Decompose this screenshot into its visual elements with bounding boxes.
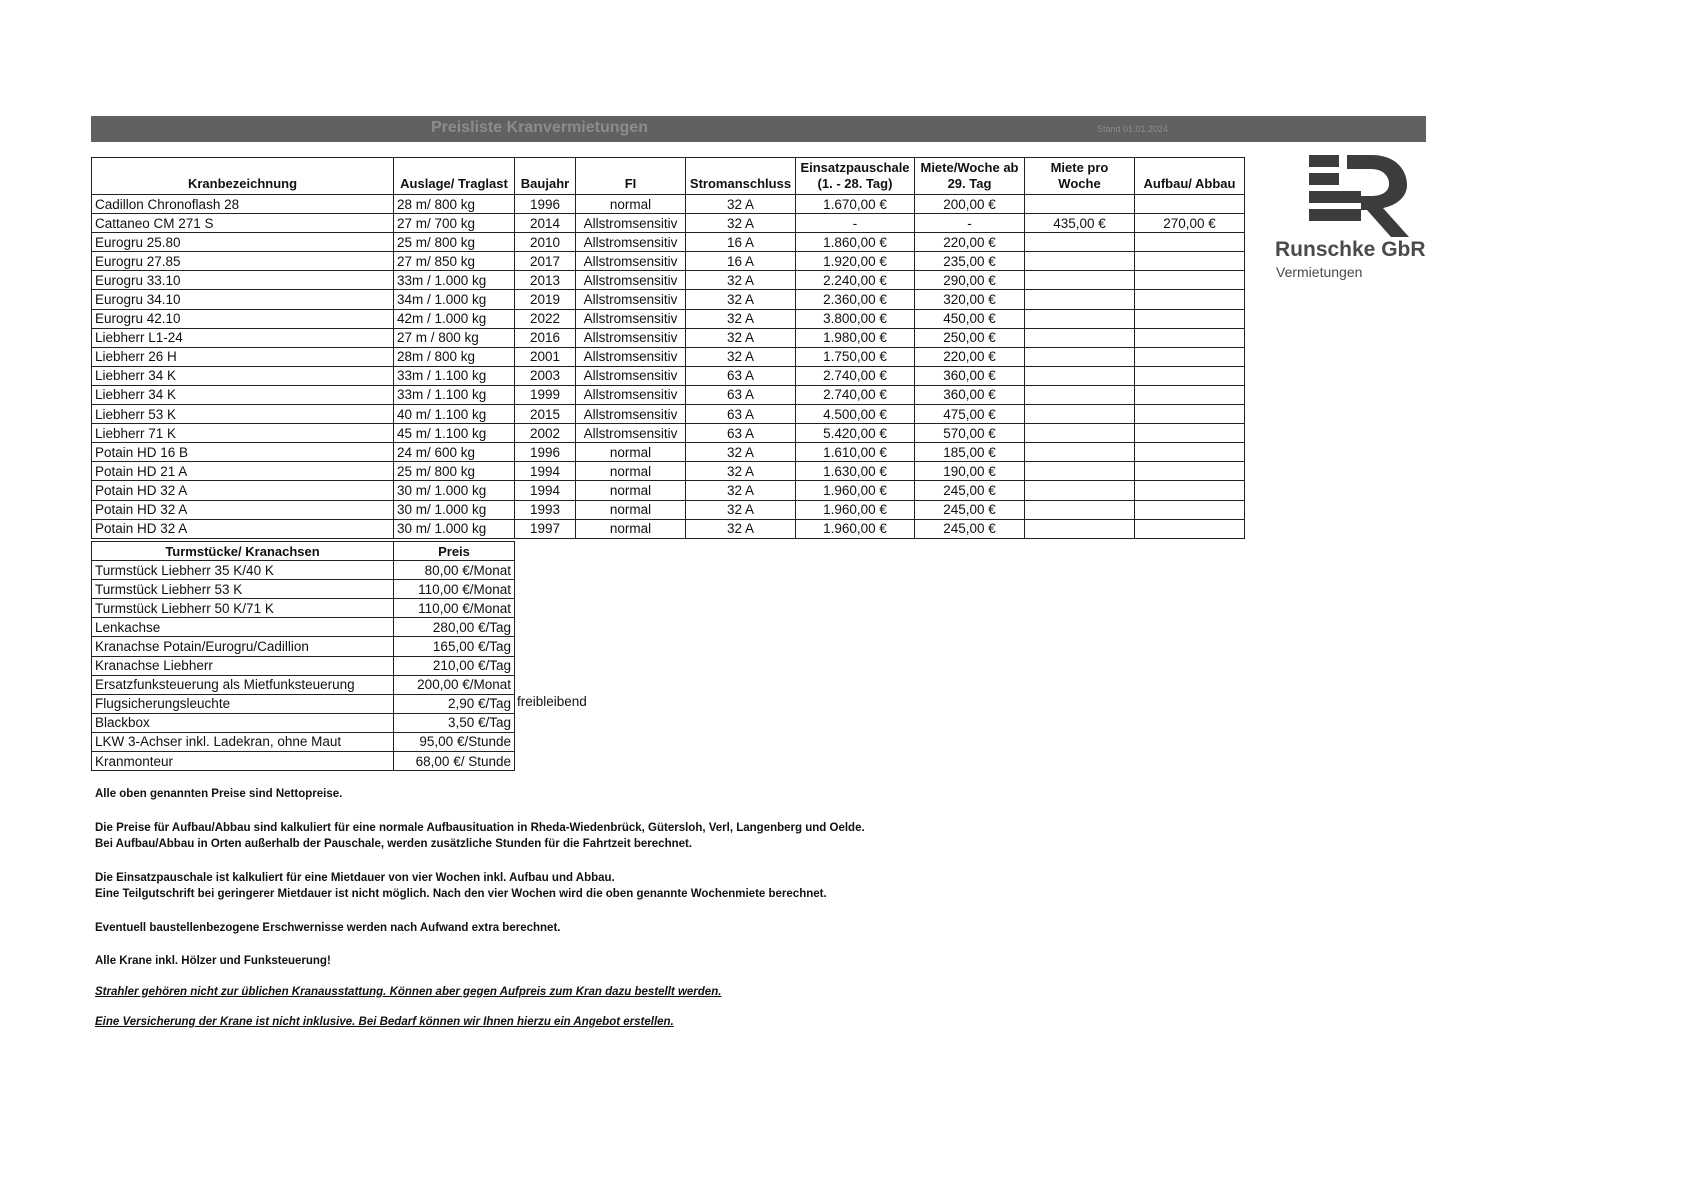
table-cell: Allstromsensitiv xyxy=(576,424,686,443)
table-cell: 32 A xyxy=(686,195,796,214)
table-row xyxy=(92,195,1245,214)
table-cell xyxy=(1135,290,1245,309)
item-name: Turmstück Liebherr 50 K/71 K xyxy=(92,599,394,618)
table-cell xyxy=(1025,347,1135,366)
item-price: 95,00 €/Stunde xyxy=(394,732,515,751)
accessories-header-row xyxy=(92,542,515,561)
table-cell: Potain HD 32 A xyxy=(92,481,394,500)
table-cell xyxy=(1135,309,1245,328)
table-cell: Liebherr 71 K xyxy=(92,424,394,443)
table-header-row xyxy=(92,158,1245,195)
note-netto: Alle oben genannten Preise sind Nettopreise. xyxy=(95,788,343,800)
table-cell: 16 A xyxy=(686,233,796,252)
table-row xyxy=(92,424,1245,443)
table-cell: Allstromsensitiv xyxy=(576,233,686,252)
table-cell: 245,00 € xyxy=(915,500,1025,519)
table-cell: 2022 xyxy=(515,309,576,328)
table-row xyxy=(92,347,1245,366)
column-header: Preis xyxy=(394,542,515,561)
table-cell: Allstromsensitiv xyxy=(576,271,686,290)
table-cell: Allstromsensitiv xyxy=(576,309,686,328)
table-cell: 2003 xyxy=(515,366,576,385)
table-cell xyxy=(1135,424,1245,443)
table-cell xyxy=(1025,385,1135,404)
table-cell: 235,00 € xyxy=(915,252,1025,271)
table-cell: 190,00 € xyxy=(915,462,1025,481)
item-name: Flugsicherungsleuchte xyxy=(92,694,394,713)
table-cell: 25 m/ 800 kg xyxy=(394,462,515,481)
table-cell: 1.960,00 € xyxy=(796,481,915,500)
note-strahler: Strahler gehören nicht zur üblichen Kranausstattung. Können aber gegen Aufpreis zum Kran dazu bestellt werden. xyxy=(95,985,722,998)
table-cell: 2.360,00 € xyxy=(796,290,915,309)
table-cell: 32 A xyxy=(686,328,796,347)
table-cell: 1.960,00 € xyxy=(796,500,915,519)
item-name: Kranachse Liebherr xyxy=(92,656,394,675)
company-logo xyxy=(1274,155,1454,237)
table-cell: 2002 xyxy=(515,424,576,443)
item-price: 110,00 €/Monat xyxy=(394,599,515,618)
table-row xyxy=(92,462,1245,481)
table-cell: Liebherr 26 H xyxy=(92,347,394,366)
list-item xyxy=(92,618,515,637)
table-cell: 63 A xyxy=(686,405,796,424)
item-name: Turmstück Liebherr 35 K/40 K xyxy=(92,561,394,580)
table-cell: 450,00 € xyxy=(915,309,1025,328)
table-cell: 1997 xyxy=(515,519,576,538)
stand-date: Stand 01.01.2024 xyxy=(1097,124,1169,134)
table-cell xyxy=(1025,271,1135,290)
item-price: 165,00 €/Tag xyxy=(394,637,515,656)
table-cell: 2016 xyxy=(515,328,576,347)
table-cell: 63 A xyxy=(686,424,796,443)
column-header: Aufbau/ Abbau xyxy=(1135,158,1245,195)
table-cell xyxy=(1135,347,1245,366)
item-price: 210,00 €/Tag xyxy=(394,656,515,675)
table-cell: 32 A xyxy=(686,500,796,519)
table-cell xyxy=(1025,290,1135,309)
table-cell: 1994 xyxy=(515,481,576,500)
table-cell: 1.670,00 € xyxy=(796,195,915,214)
table-cell: 32 A xyxy=(686,309,796,328)
table-cell xyxy=(1135,328,1245,347)
item-name: Ersatzfunksteuerung als Mietfunksteuerung xyxy=(92,675,394,694)
table-cell: normal xyxy=(576,519,686,538)
table-cell: 5.420,00 € xyxy=(796,424,915,443)
table-cell: 1.980,00 € xyxy=(796,328,915,347)
list-item xyxy=(92,713,515,732)
table-cell: 32 A xyxy=(686,271,796,290)
table-cell xyxy=(1135,233,1245,252)
table-cell: 27 m/ 850 kg xyxy=(394,252,515,271)
table-cell: Potain HD 32 A xyxy=(92,500,394,519)
table-cell: 245,00 € xyxy=(915,519,1025,538)
table-cell: 1996 xyxy=(515,195,576,214)
item-name: Blackbox xyxy=(92,713,394,732)
table-cell: 475,00 € xyxy=(915,405,1025,424)
table-cell: 320,00 € xyxy=(915,290,1025,309)
table-cell: 1.860,00 € xyxy=(796,233,915,252)
table-cell: normal xyxy=(576,500,686,519)
table-cell: 16 A xyxy=(686,252,796,271)
item-price: 80,00 €/Monat xyxy=(394,561,515,580)
table-cell: 32 A xyxy=(686,347,796,366)
table-cell: normal xyxy=(576,195,686,214)
table-cell xyxy=(1135,385,1245,404)
table-cell: 2010 xyxy=(515,233,576,252)
table-cell: 32 A xyxy=(686,214,796,233)
table-cell: 32 A xyxy=(686,519,796,538)
table-cell: 1999 xyxy=(515,385,576,404)
table-cell: Allstromsensitiv xyxy=(576,252,686,271)
table-cell: 42m / 1.000 kg xyxy=(394,309,515,328)
table-cell xyxy=(1025,424,1135,443)
item-price: 200,00 €/Monat xyxy=(394,675,515,694)
table-cell xyxy=(1025,405,1135,424)
table-cell: 24 m/ 600 kg xyxy=(394,443,515,462)
notes-section xyxy=(95,786,865,1031)
table-cell xyxy=(1135,481,1245,500)
table-cell: - xyxy=(796,214,915,233)
table-row xyxy=(92,309,1245,328)
list-item xyxy=(92,580,515,599)
table-cell: 1996 xyxy=(515,443,576,462)
table-cell: Allstromsensitiv xyxy=(576,366,686,385)
accessories-table xyxy=(91,541,515,771)
table-cell xyxy=(1135,405,1245,424)
table-cell xyxy=(1135,252,1245,271)
table-row xyxy=(92,443,1245,462)
table-cell xyxy=(1135,462,1245,481)
table-cell: Potain HD 32 A xyxy=(92,519,394,538)
table-cell: 32 A xyxy=(686,462,796,481)
column-header: Kranbezeichnung xyxy=(92,158,394,195)
table-cell: Eurogru 33.10 xyxy=(92,271,394,290)
table-cell: 2017 xyxy=(515,252,576,271)
list-item xyxy=(92,675,515,694)
list-item xyxy=(92,752,515,771)
table-cell: Eurogru 34.10 xyxy=(92,290,394,309)
table-cell xyxy=(1025,309,1135,328)
table-cell: normal xyxy=(576,462,686,481)
table-cell xyxy=(1025,233,1135,252)
table-cell: 200,00 € xyxy=(915,195,1025,214)
table-cell xyxy=(1025,443,1135,462)
table-cell: 2014 xyxy=(515,214,576,233)
table-cell: Cadillon Chronoflash 28 xyxy=(92,195,394,214)
logo-subtitle: Vermietungen xyxy=(1276,264,1363,280)
note-erschwernisse: Eventuell baustellenbezogene Erschwernisse werden nach Aufwand extra berechnet. xyxy=(95,921,561,934)
table-cell: 1.630,00 € xyxy=(796,462,915,481)
note-aufbau-1: Die Preise für Aufbau/Abbau sind kalkuliert für eine normale Aufbausituation in Rheda-Wiedenbrück, Gütersloh, Verl, Langenberg und Oelde. xyxy=(95,821,865,834)
column-header: Turmstücke/ Kranachsen xyxy=(92,542,394,561)
list-item xyxy=(92,694,515,713)
table-row xyxy=(92,500,1245,519)
table-cell: Allstromsensitiv xyxy=(576,347,686,366)
table-cell: normal xyxy=(576,481,686,500)
item-name: Turmstück Liebherr 53 K xyxy=(92,580,394,599)
table-cell xyxy=(1135,500,1245,519)
table-cell: 2013 xyxy=(515,271,576,290)
note-einsatz-2: Eine Teilgutschrift bei geringerer Mietdauer ist nicht möglich. Nach den vier Wochen wird die oben genannte Wochenmiete berechnet. xyxy=(95,888,827,900)
table-cell: Allstromsensitiv xyxy=(576,328,686,347)
table-cell: 570,00 € xyxy=(915,424,1025,443)
table-cell: 25 m/ 800 kg xyxy=(394,233,515,252)
item-price: 68,00 €/ Stunde xyxy=(394,752,515,771)
table-cell xyxy=(1025,481,1135,500)
table-row xyxy=(92,233,1245,252)
title-bar xyxy=(91,116,1426,142)
table-cell xyxy=(1135,366,1245,385)
note-aufbau-2: Bei Aufbau/Abbau in Orten außerhalb der Pauschale, werden zusätzliche Stunden für die Fahrtzeit berechnet. xyxy=(95,838,693,850)
table-cell: - xyxy=(915,214,1025,233)
list-item xyxy=(92,637,515,656)
table-cell: 32 A xyxy=(686,290,796,309)
table-cell: 360,00 € xyxy=(915,366,1025,385)
table-row xyxy=(92,290,1245,309)
list-item xyxy=(92,732,515,751)
list-item xyxy=(92,656,515,675)
table-cell: 290,00 € xyxy=(915,271,1025,290)
table-cell xyxy=(1025,462,1135,481)
column-header: FI xyxy=(576,158,686,195)
table-row xyxy=(92,366,1245,385)
table-cell: 1.610,00 € xyxy=(796,443,915,462)
table-cell: 33m / 1.100 kg xyxy=(394,385,515,404)
table-cell xyxy=(1025,519,1135,538)
table-cell: Allstromsensitiv xyxy=(576,385,686,404)
table-cell: 28m / 800 kg xyxy=(394,347,515,366)
note-einsatz-1: Die Einsatzpauschale ist kalkuliert für eine Mietdauer von vier Wochen inkl. Aufbau und Abbau. xyxy=(95,871,615,884)
table-cell: 33m / 1.100 kg xyxy=(394,366,515,385)
table-cell xyxy=(1025,195,1135,214)
column-header: Stromanschluss xyxy=(686,158,796,195)
table-cell: 63 A xyxy=(686,385,796,404)
logo-company-name: Runschke GbR xyxy=(1275,238,1426,261)
list-item xyxy=(92,561,515,580)
item-price: 2,90 €/Tag xyxy=(394,694,515,713)
table-cell: 245,00 € xyxy=(915,481,1025,500)
table-cell xyxy=(1135,443,1245,462)
table-cell: 3.800,00 € xyxy=(796,309,915,328)
table-cell: 250,00 € xyxy=(915,328,1025,347)
table-cell xyxy=(1025,366,1135,385)
table-cell: 63 A xyxy=(686,366,796,385)
table-cell: 27 m/ 700 kg xyxy=(394,214,515,233)
table-cell xyxy=(1025,500,1135,519)
table-cell: 33m / 1.000 kg xyxy=(394,271,515,290)
table-cell xyxy=(1025,328,1135,347)
item-price: 3,50 €/Tag xyxy=(394,713,515,732)
table-cell: 185,00 € xyxy=(915,443,1025,462)
item-name: Kranmonteur xyxy=(92,752,394,771)
table-cell: Eurogru 42.10 xyxy=(92,309,394,328)
table-cell: Cattaneo CM 271 S xyxy=(92,214,394,233)
table-cell: normal xyxy=(576,443,686,462)
table-cell xyxy=(1135,195,1245,214)
column-header: Einsatzpauschale (1. - 28. Tag) xyxy=(796,158,915,195)
table-cell: 4.500,00 € xyxy=(796,405,915,424)
table-cell: Allstromsensitiv xyxy=(576,290,686,309)
table-cell: 27 m / 800 kg xyxy=(394,328,515,347)
table-cell: Liebherr 34 K xyxy=(92,366,394,385)
table-cell: 34m / 1.000 kg xyxy=(394,290,515,309)
table-cell: 1.920,00 € xyxy=(796,252,915,271)
table-row xyxy=(92,271,1245,290)
page-title: Preisliste Kranvermietungen xyxy=(431,119,648,136)
table-cell: 28 m/ 800 kg xyxy=(394,195,515,214)
item-name: Lenkachse xyxy=(92,618,394,637)
table-cell: Liebherr 34 K xyxy=(92,385,394,404)
table-row xyxy=(92,328,1245,347)
table-cell: 45 m/ 1.100 kg xyxy=(394,424,515,443)
table-cell: 2019 xyxy=(515,290,576,309)
table-cell: 1.750,00 € xyxy=(796,347,915,366)
table-row xyxy=(92,214,1245,233)
table-cell: 30 m/ 1.000 kg xyxy=(394,481,515,500)
freibleibend-note: freibleibend xyxy=(517,694,587,709)
table-cell: 1993 xyxy=(515,500,576,519)
column-header: Baujahr xyxy=(515,158,576,195)
table-cell: Potain HD 16 B xyxy=(92,443,394,462)
table-row xyxy=(92,519,1245,538)
item-price: 280,00 €/Tag xyxy=(394,618,515,637)
table-cell: 270,00 € xyxy=(1135,214,1245,233)
table-cell: 2.240,00 € xyxy=(796,271,915,290)
column-header: Miete/Woche ab 29. Tag xyxy=(915,158,1025,195)
item-name: Kranachse Potain/Eurogru/Cadillion xyxy=(92,637,394,656)
table-cell: Potain HD 21 A xyxy=(92,462,394,481)
table-cell: 30 m/ 1.000 kg xyxy=(394,500,515,519)
table-row xyxy=(92,481,1245,500)
table-cell: 1994 xyxy=(515,462,576,481)
table-cell: 2001 xyxy=(515,347,576,366)
table-cell: 40 m/ 1.100 kg xyxy=(394,405,515,424)
list-item xyxy=(92,599,515,618)
table-cell: Allstromsensitiv xyxy=(576,405,686,424)
table-cell: Eurogru 25.80 xyxy=(92,233,394,252)
table-cell: 2.740,00 € xyxy=(796,366,915,385)
table-cell: 2015 xyxy=(515,405,576,424)
table-cell: 220,00 € xyxy=(915,347,1025,366)
table-row xyxy=(92,385,1245,404)
table-cell: 220,00 € xyxy=(915,233,1025,252)
table-cell: 32 A xyxy=(686,443,796,462)
table-cell: Liebherr L1-24 xyxy=(92,328,394,347)
item-price: 110,00 €/Monat xyxy=(394,580,515,599)
table-cell: 435,00 € xyxy=(1025,214,1135,233)
table-cell xyxy=(1135,271,1245,290)
crane-price-table xyxy=(91,157,1245,539)
table-cell: 360,00 € xyxy=(915,385,1025,404)
note-hoelzer: Alle Krane inkl. Hölzer und Funksteuerung! xyxy=(95,955,331,967)
table-cell: 30 m/ 1.000 kg xyxy=(394,519,515,538)
table-cell xyxy=(1025,252,1135,271)
table-cell: Eurogru 27.85 xyxy=(92,252,394,271)
table-cell: Liebherr 53 K xyxy=(92,405,394,424)
table-cell: 2.740,00 € xyxy=(796,385,915,404)
item-name: LKW 3-Achser inkl. Ladekran, ohne Maut xyxy=(92,732,394,751)
column-header: Auslage/ Traglast xyxy=(394,158,515,195)
table-cell: Allstromsensitiv xyxy=(576,214,686,233)
column-header: Miete pro Woche xyxy=(1025,158,1135,195)
table-cell: 32 A xyxy=(686,481,796,500)
table-cell xyxy=(1135,519,1245,538)
table-row xyxy=(92,252,1245,271)
table-cell: 1.960,00 € xyxy=(796,519,915,538)
table-row xyxy=(92,405,1245,424)
note-versicherung: Eine Versicherung der Krane ist nicht inklusive. Bei Bedarf können wir Ihnen hierzu ein Angebot erstellen. xyxy=(95,1016,674,1028)
